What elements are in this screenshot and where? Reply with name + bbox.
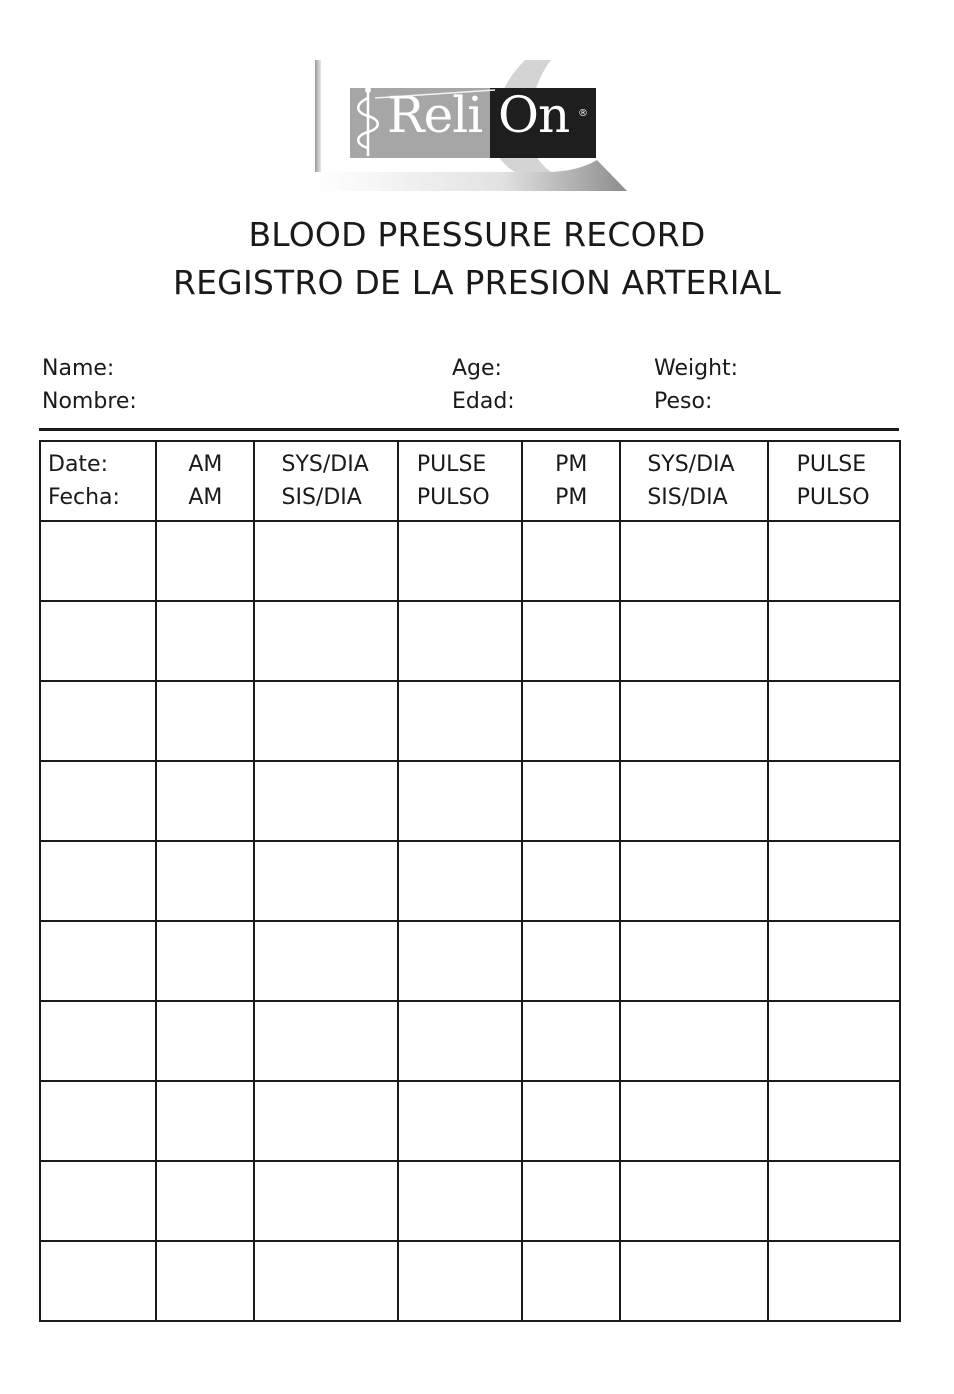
am-pulse-cell[interactable] — [398, 1241, 522, 1321]
pm-sys-dia-cell[interactable] — [620, 921, 767, 1001]
table-body — [40, 521, 900, 1321]
am-pulse-cell[interactable] — [398, 761, 522, 841]
pm-pulse-cell[interactable] — [768, 921, 900, 1001]
date-cell[interactable] — [40, 1161, 156, 1241]
am-pulse-cell[interactable] — [398, 1001, 522, 1081]
pm-time-cell[interactable] — [522, 681, 620, 761]
pm-pulse-cell[interactable] — [768, 841, 900, 921]
am-pulse-cell[interactable] — [398, 521, 522, 601]
table-row — [40, 1001, 900, 1081]
column-header-pm-sys-dia: SYS/DIA SIS/DIA — [620, 441, 767, 521]
table-header-row — [40, 441, 900, 521]
am-time-cell[interactable] — [156, 521, 254, 601]
date-cell[interactable] — [40, 1001, 156, 1081]
pm-time-cell[interactable] — [522, 1081, 620, 1161]
age-field[interactable] — [452, 352, 515, 418]
am-time-cell[interactable] — [156, 1081, 254, 1161]
weight-field[interactable] — [654, 352, 738, 418]
pm-pulse-cell[interactable] — [768, 1081, 900, 1161]
relion-logo — [315, 60, 627, 191]
pm-pulse-cell[interactable] — [768, 1241, 900, 1321]
date-cell[interactable] — [40, 681, 156, 761]
registered-mark: ® — [578, 108, 588, 119]
am-sys-dia-cell[interactable] — [254, 761, 397, 841]
am-pulse-cell[interactable] — [398, 841, 522, 921]
name-label-es: Nombre: — [42, 389, 137, 414]
table-row — [40, 921, 900, 1001]
date-cell[interactable] — [40, 921, 156, 1001]
am-time-cell[interactable] — [156, 761, 254, 841]
date-cell[interactable] — [40, 761, 156, 841]
table-row — [40, 681, 900, 761]
am-pulse-cell[interactable] — [398, 681, 522, 761]
pm-sys-dia-cell[interactable] — [620, 1241, 767, 1321]
name-label-en: Name: — [42, 356, 115, 381]
am-sys-dia-cell[interactable] — [254, 1241, 397, 1321]
pm-sys-dia-cell[interactable] — [620, 761, 767, 841]
column-header-am-sys-dia: SYS/DIA SIS/DIA — [254, 441, 397, 521]
pm-sys-dia-cell[interactable] — [620, 1001, 767, 1081]
column-header-date: Date: Fecha: — [40, 441, 156, 521]
date-cell[interactable] — [40, 521, 156, 601]
logo-wordmark-reli: Reli — [387, 86, 483, 144]
am-sys-dia-cell[interactable] — [254, 681, 397, 761]
pm-sys-dia-cell[interactable] — [620, 601, 767, 681]
age-label-es: Edad: — [452, 389, 515, 414]
column-header-am-pulse: PULSE PULSO — [398, 441, 522, 521]
am-pulse-cell[interactable] — [398, 601, 522, 681]
table-row — [40, 521, 900, 601]
pm-time-cell[interactable] — [522, 841, 620, 921]
weight-label-es: Peso: — [654, 389, 713, 414]
table-row — [40, 1161, 900, 1241]
pm-time-cell[interactable] — [522, 1241, 620, 1321]
pm-sys-dia-cell[interactable] — [620, 1161, 767, 1241]
am-time-cell[interactable] — [156, 1241, 254, 1321]
blood-pressure-table — [39, 440, 901, 1322]
pm-pulse-cell[interactable] — [768, 1001, 900, 1081]
am-sys-dia-cell[interactable] — [254, 1161, 397, 1241]
pm-sys-dia-cell[interactable] — [620, 841, 767, 921]
am-time-cell[interactable] — [156, 681, 254, 761]
column-header-am: AM AM — [156, 441, 254, 521]
logo-wordmark-on: On — [498, 86, 570, 144]
pm-sys-dia-cell[interactable] — [620, 681, 767, 761]
date-cell[interactable] — [40, 1241, 156, 1321]
table-row — [40, 1081, 900, 1161]
column-header-pm-pulse: PULSE PULSO — [768, 441, 900, 521]
am-sys-dia-cell[interactable] — [254, 841, 397, 921]
am-time-cell[interactable] — [156, 1001, 254, 1081]
pm-time-cell[interactable] — [522, 521, 620, 601]
pm-time-cell[interactable] — [522, 1001, 620, 1081]
pm-time-cell[interactable] — [522, 1161, 620, 1241]
pm-pulse-cell[interactable] — [768, 1161, 900, 1241]
am-pulse-cell[interactable] — [398, 921, 522, 1001]
column-header-pm: PM PM — [522, 441, 620, 521]
pm-sys-dia-cell[interactable] — [620, 1081, 767, 1161]
am-sys-dia-cell[interactable] — [254, 1081, 397, 1161]
pm-pulse-cell[interactable] — [768, 521, 900, 601]
am-sys-dia-cell[interactable] — [254, 601, 397, 681]
am-pulse-cell[interactable] — [398, 1161, 522, 1241]
pm-pulse-cell[interactable] — [768, 761, 900, 841]
am-sys-dia-cell[interactable] — [254, 921, 397, 1001]
pm-time-cell[interactable] — [522, 761, 620, 841]
am-sys-dia-cell[interactable] — [254, 1001, 397, 1081]
weight-label-en: Weight: — [654, 356, 739, 381]
caduceus-icon — [353, 86, 383, 158]
table-row — [40, 841, 900, 921]
header-divider — [39, 428, 899, 431]
page-title-spanish: REGISTRO DE LA PRESION ARTERIAL — [173, 263, 781, 302]
name-field[interactable] — [42, 352, 137, 418]
am-time-cell[interactable] — [156, 841, 254, 921]
table-row — [40, 1241, 900, 1321]
pm-pulse-cell[interactable] — [768, 681, 900, 761]
pm-time-cell[interactable] — [522, 601, 620, 681]
page-title-english: BLOOD PRESSURE RECORD — [248, 215, 706, 254]
am-pulse-cell[interactable] — [398, 1081, 522, 1161]
pm-sys-dia-cell[interactable] — [620, 521, 767, 601]
age-label-en: Age: — [452, 356, 502, 381]
am-time-cell[interactable] — [156, 1161, 254, 1241]
am-time-cell[interactable] — [156, 601, 254, 681]
am-time-cell[interactable] — [156, 921, 254, 1001]
date-cell[interactable] — [40, 601, 156, 681]
date-cell[interactable] — [40, 1081, 156, 1161]
table-row — [40, 761, 900, 841]
date-cell[interactable] — [40, 841, 156, 921]
am-sys-dia-cell[interactable] — [254, 521, 397, 601]
table-row — [40, 601, 900, 681]
pm-time-cell[interactable] — [522, 921, 620, 1001]
pm-pulse-cell[interactable] — [768, 601, 900, 681]
